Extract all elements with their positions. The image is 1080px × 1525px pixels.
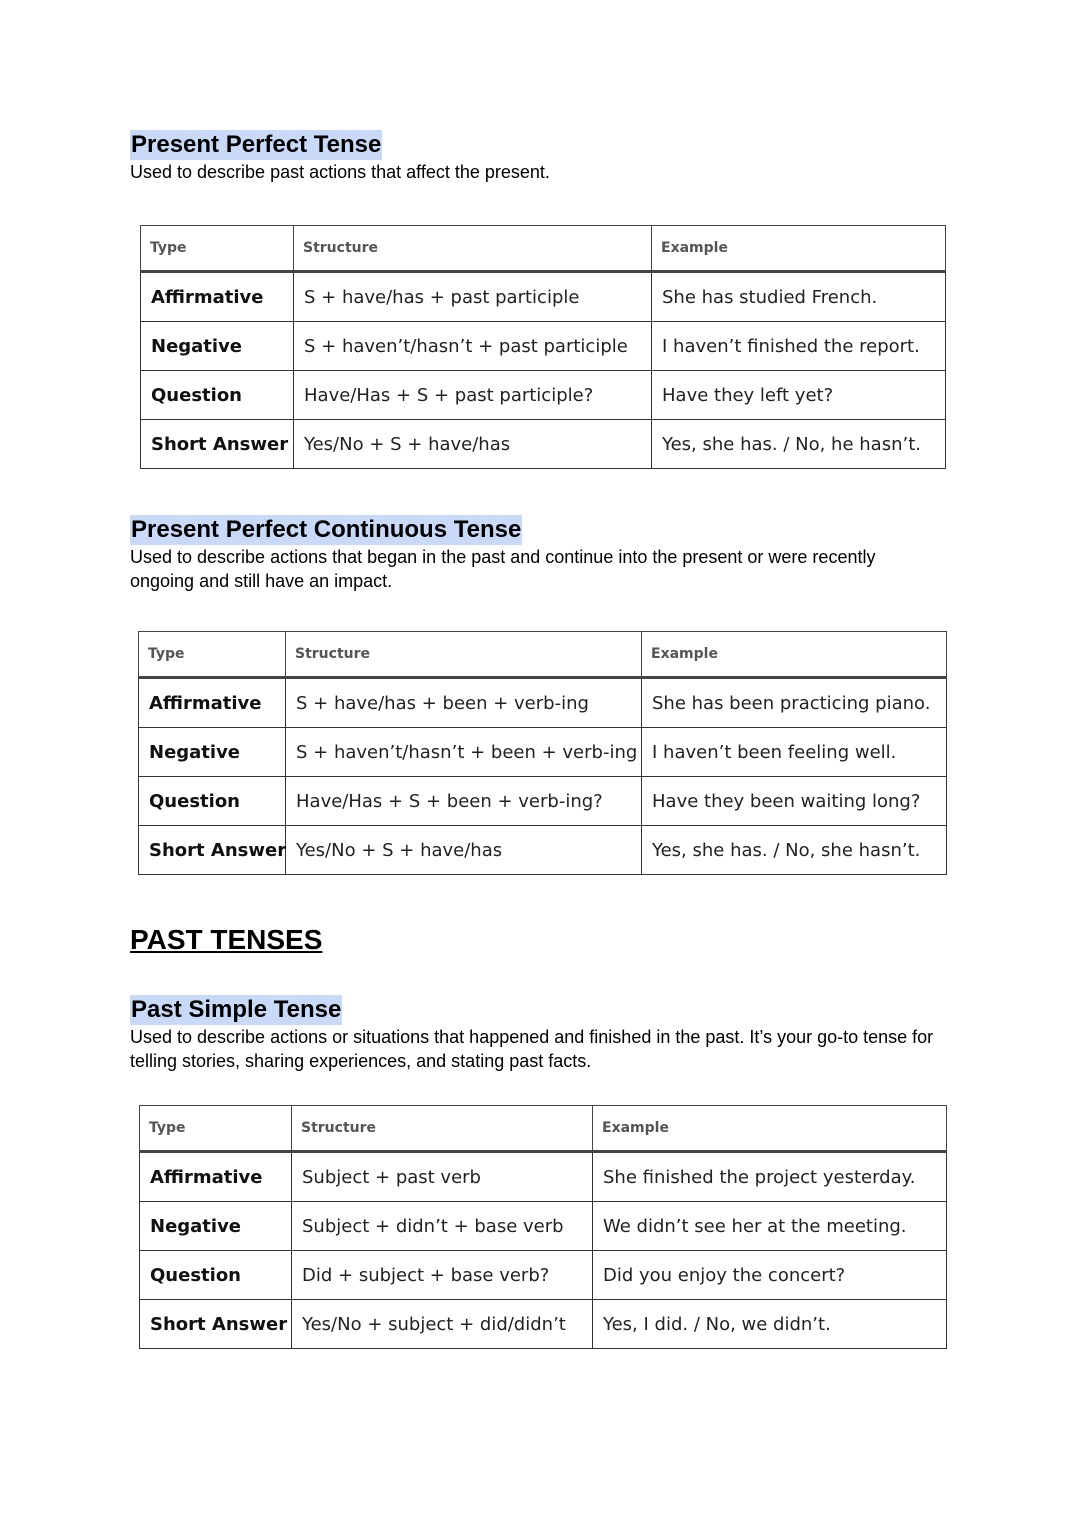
present-perfect-continuous-section (130, 515, 950, 593)
type-cell: Question (141, 371, 294, 420)
example-cell: Have they left yet? (652, 371, 946, 420)
table-row (140, 1300, 947, 1349)
present-perfect-table (140, 225, 946, 469)
type-cell: Affirmative (139, 678, 286, 728)
table-row (139, 678, 947, 728)
example-cell: I haven’t finished the report. (652, 322, 946, 371)
type-cell: Negative (139, 728, 286, 777)
structure-cell: Yes/No + S + have/has (286, 826, 642, 875)
section-heading: Present Perfect Tense (131, 131, 382, 158)
section-description-line-2: ongoing and still have an impact. (130, 571, 393, 591)
table-row (140, 1202, 947, 1251)
section-description-line-1: Used to describe actions or situations that happened and finished in the past. It’s your go-to tense for (130, 1027, 934, 1047)
present-perfect-section (130, 130, 950, 184)
type-cell: Short Answer (139, 826, 286, 875)
table-row (140, 1251, 947, 1300)
example-cell: Have they been waiting long? (642, 777, 947, 826)
header-example: Example (652, 226, 946, 272)
type-cell: Question (140, 1251, 292, 1300)
structure-cell: S + haven’t/hasn’t + been + verb-ing (286, 728, 642, 777)
example-cell: Yes, I did. / No, we didn’t. (593, 1300, 947, 1349)
header-structure: Structure (294, 226, 652, 272)
section-description-line-2: telling stories, sharing experiences, and stating past facts. (130, 1051, 592, 1071)
past-tenses-heading: PAST TENSES (130, 924, 323, 955)
past-simple-section (130, 995, 950, 1073)
section-description-line-1: Used to describe actions that began in the past and continue into the present or were recently (130, 547, 876, 567)
type-cell: Affirmative (141, 272, 294, 322)
header-structure: Structure (292, 1106, 593, 1152)
table-header-row (141, 226, 946, 272)
structure-cell: S + have/has + been + verb-ing (286, 678, 642, 728)
example-cell: She finished the project yesterday. (593, 1152, 947, 1202)
table-row (139, 826, 947, 875)
table-header-row (139, 632, 947, 678)
header-type: Type (140, 1106, 292, 1152)
past-simple-table (139, 1105, 947, 1349)
table-row (141, 420, 946, 469)
table-row (139, 728, 947, 777)
type-cell: Negative (141, 322, 294, 371)
type-cell: Short Answer (140, 1300, 292, 1349)
structure-cell: Have/Has + S + been + verb-ing? (286, 777, 642, 826)
example-cell: Yes, she has. / No, she hasn’t. (642, 826, 947, 875)
table-header-row (140, 1106, 947, 1152)
type-cell: Question (139, 777, 286, 826)
structure-cell: Have/Has + S + past participle? (294, 371, 652, 420)
section-description: Used to describe past actions that affect the present. (130, 162, 550, 182)
table-row (141, 322, 946, 371)
structure-cell: Subject + didn’t + base verb (292, 1202, 593, 1251)
section-heading: Past Simple Tense (131, 996, 342, 1023)
structure-cell: Subject + past verb (292, 1152, 593, 1202)
table-row (140, 1152, 947, 1202)
example-cell: Yes, she has. / No, he hasn’t. (652, 420, 946, 469)
header-structure: Structure (286, 632, 642, 678)
section-heading: Present Perfect Continuous Tense (131, 516, 522, 543)
type-cell: Affirmative (140, 1152, 292, 1202)
example-cell: We didn’t see her at the meeting. (593, 1202, 947, 1251)
header-example: Example (642, 632, 947, 678)
example-cell: She has studied French. (652, 272, 946, 322)
example-cell: I haven’t been feeling well. (642, 728, 947, 777)
table-row (139, 777, 947, 826)
structure-cell: Did + subject + base verb? (292, 1251, 593, 1300)
table-row (141, 371, 946, 420)
example-cell: Did you enjoy the concert? (593, 1251, 947, 1300)
example-cell: She has been practicing piano. (642, 678, 947, 728)
structure-cell: Yes/No + subject + did/didn’t (292, 1300, 593, 1349)
type-cell: Negative (140, 1202, 292, 1251)
header-example: Example (593, 1106, 947, 1152)
type-cell: Short Answer (141, 420, 294, 469)
present-perfect-continuous-table (138, 631, 947, 875)
header-type: Type (141, 226, 294, 272)
structure-cell: Yes/No + S + have/has (294, 420, 652, 469)
structure-cell: S + have/has + past participle (294, 272, 652, 322)
header-type: Type (139, 632, 286, 678)
table-row (141, 272, 946, 322)
structure-cell: S + haven’t/hasn’t + past participle (294, 322, 652, 371)
